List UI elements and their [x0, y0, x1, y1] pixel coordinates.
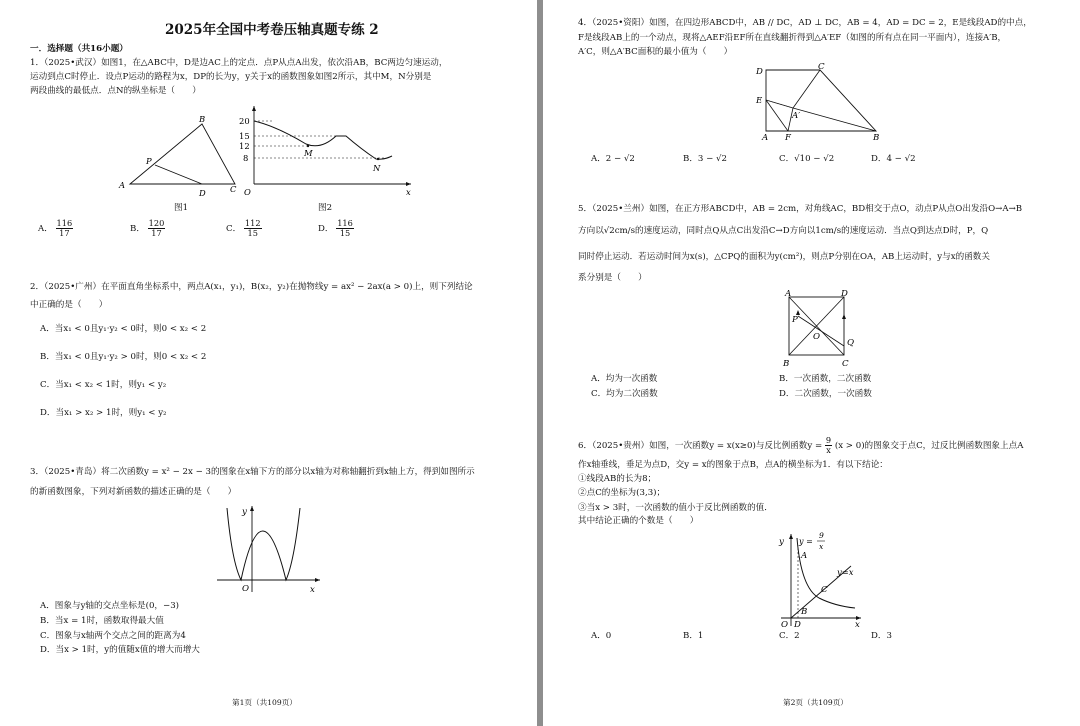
tick-15: 15: [239, 131, 250, 141]
q5-square-figure: [779, 288, 859, 370]
page-footer: 第1页（共109页）: [232, 698, 297, 707]
point-d-label: D: [841, 289, 848, 299]
q1-text-line2: 运动到点C时停止．设点P运动的路程为x，DP的长为y，y关于x的函数图象如图2所示，其中M，N分别是: [30, 72, 432, 82]
function-curve: [254, 121, 392, 159]
tick-20: 20: [239, 116, 250, 126]
segment-ef: [766, 100, 788, 131]
q2-option-c[interactable]: C．当x₁ < x₂ < 1时，则y₁ < y₂: [40, 380, 167, 390]
x-axis-arrow: [406, 182, 411, 186]
q3-graph: [212, 502, 324, 596]
q6-option-b[interactable]: B．1: [683, 631, 704, 641]
point-p-label: P: [792, 315, 798, 325]
arrow-q-up: [842, 314, 846, 319]
q6-option-a[interactable]: A．0: [591, 631, 612, 641]
x-axis-label: x: [855, 620, 860, 628]
point-a-label: A: [119, 180, 126, 190]
x-axis-label: x: [406, 187, 411, 197]
page-2: [543, 0, 1080, 726]
q3-option-d[interactable]: D．当x > 1时，y的值随x值的增大而增大: [40, 645, 200, 655]
q4-text-line3: A′C，则△A′BC面积的最小值为（ ）: [578, 47, 733, 57]
curve-label-num: 9: [819, 531, 824, 540]
point-d-label: D: [199, 188, 206, 198]
x-axis-arrow: [315, 578, 320, 582]
q3-option-b[interactable]: B．当x = 1时，函数取得最大值: [40, 616, 164, 626]
q5-option-c[interactable]: C．均为二次函数: [591, 389, 658, 399]
q1-option-c[interactable]: C． $\frac{112}{15}$: [226, 218, 261, 238]
point-c-label: C: [842, 359, 849, 369]
point-d-label: D: [794, 620, 801, 628]
q1-fig2-caption: 图2: [318, 203, 333, 213]
tick-12: 12: [239, 141, 250, 151]
q1-text-line1: 1．（2025•武汉）如图1，在△ABC中，D是边AC上的定点．点P从点A出发，依次沿AB，BC两边匀速运动，: [30, 58, 448, 68]
origin-label: O: [244, 187, 251, 197]
point-m-label: M: [304, 148, 313, 158]
point-b-label: B: [199, 114, 206, 124]
point-m: [307, 145, 309, 147]
q2-option-a[interactable]: A．当x₁ < 0且y₁·y₂ < 0时，则0 < x₂ < 2: [40, 324, 207, 334]
y-axis-arrow: [250, 506, 254, 511]
q6-question: 其中结论正确的个数是（ ）: [578, 516, 699, 526]
point-c-label: C: [818, 62, 825, 72]
curve-label-den: x: [819, 542, 824, 551]
q4-option-b[interactable]: B．3 − √2: [683, 154, 727, 164]
segment-a1b: [793, 108, 876, 131]
segment-pd: [155, 165, 202, 184]
q4-option-a[interactable]: A．2 − √2: [591, 154, 635, 164]
y-axis-arrow: [789, 534, 793, 539]
q6-item-1: ①线段AB的长为8；: [578, 474, 657, 484]
q6-item-3: ③当x > 3时，一次函数的值小于反比例函数的值．: [578, 503, 773, 513]
point-n-label: N: [373, 163, 381, 173]
page-title: 2025年全国中考卷压轴真题专练 2: [165, 22, 379, 38]
q2-text-line1: 2．（2025•广州）在平面直角坐标系中，两点A(x₁，y₁)，B(x₂，y₂)在抛物线y = ax² − 2ax(a > 0)上，则下列结论: [30, 282, 473, 292]
point-c-label: C: [821, 585, 828, 595]
q2-option-b[interactable]: B．当x₁ < 0且y₁·y₂ > 0时，则0 < x₂ < 2: [40, 352, 207, 362]
q1-text-line3: 两段曲线的最低点．点N的纵坐标是（ ）: [30, 86, 201, 96]
q2-text-line2: 中正确的是（ ）: [30, 300, 108, 310]
tick-8: 8: [243, 153, 249, 163]
line-label: y=x: [837, 567, 854, 577]
q4-text-line2: F是线段AB上的一个动点，现将△AEF沿EF所在直线翻折得到△A′EF（如图的所有点在同一平面内），连接A′B，: [578, 33, 1007, 43]
point-c-label: C: [230, 184, 237, 194]
q6-graph: [771, 528, 871, 628]
q5-option-d[interactable]: D．二次函数，一次函数: [779, 389, 872, 399]
q5-text-line3: 同时停止运动．若运动时间为x(s)，△CPQ的面积为y(cm²)，则点P分别在OA，AB上运动时，y与x的函数关: [578, 252, 990, 262]
y-axis-label: y: [779, 537, 784, 547]
q1-option-b[interactable]: B． $\frac{120}{17}$: [130, 218, 165, 238]
q1-option-a[interactable]: A． $\frac{116}{17}$: [38, 218, 73, 238]
quadrilateral-abcd: [766, 70, 876, 131]
point-d-label: D: [756, 67, 763, 77]
q5-option-a[interactable]: A．均为一次函数: [591, 374, 658, 384]
q6-item-2: ②点C的坐标为(3,3)；: [578, 488, 666, 498]
q6-option-d[interactable]: D．3: [871, 631, 892, 641]
point-n: [377, 158, 379, 160]
point-q-label: Q: [847, 338, 855, 348]
q1-figure2-graph: [236, 104, 416, 200]
q4-option-d[interactable]: D．4 − √2: [871, 154, 916, 164]
q1-figure1-triangle: [115, 114, 245, 202]
q6-text-line2: 作x轴垂线，垂足为点D，交y = x的图象于点B，点A的横坐标为1．有以下结论：: [578, 460, 888, 470]
point-b-label: B: [783, 359, 790, 369]
q6-text-line1: 6．（2025•贵州）如图，一次函数y = x(x≥0)与反比例函数y = $\frac{9}{x}$ (x > 0)的图象交于点C，过反比例函数图象上点A: [578, 435, 1024, 455]
q1-option-d[interactable]: D． $\frac{116}{15}$: [318, 218, 353, 238]
page-footer: 第2页（共109页）: [783, 698, 848, 707]
segment-a1c: [793, 70, 820, 108]
triangle-abc: [130, 124, 235, 184]
point-e-label: E: [756, 96, 763, 106]
q5-text-line4: 系分别是（ ）: [578, 273, 647, 283]
y-axis-arrow: [252, 106, 256, 111]
point-a-label: A: [762, 133, 769, 142]
point-a-prime-label: A′: [792, 111, 801, 121]
q3-option-a[interactable]: A．图象与y轴的交点坐标是(0，−3): [40, 601, 180, 611]
y-axis-label: y: [242, 507, 247, 517]
folded-parabola: [227, 508, 300, 580]
q3-option-c[interactable]: C．图象与x轴两个交点之间的距离为4: [40, 631, 186, 641]
page-1: [0, 0, 537, 726]
origin-label: O: [242, 584, 250, 594]
point-a-label: A: [785, 289, 792, 299]
point-b-label: B: [801, 607, 808, 617]
q1-fig1-caption: 图1: [174, 203, 189, 213]
x-axis-label: x: [310, 585, 315, 595]
q4-option-c[interactable]: C．√10 − √2: [779, 154, 835, 164]
origin-label: O: [781, 620, 789, 628]
point-f-label: F: [785, 133, 791, 142]
curve-label-prefix: y =: [799, 537, 813, 546]
point-a-label: A: [801, 551, 808, 561]
q3-text-line2: 的新函数图象，下列对新函数的描述正确的是（ ）: [30, 487, 237, 497]
q2-option-d[interactable]: D．当x₁ > x₂ > 1时，则y₁ < y₂: [40, 408, 167, 418]
q6-option-c[interactable]: C．2: [779, 631, 800, 641]
segment-pq: [798, 316, 844, 346]
q5-text-line1: 5．（2025•兰州）如图，在正方形ABCD中，AB = 2cm，对角线AC，BD相交于点O，动点P从点O出发沿O→A→B: [578, 204, 1023, 214]
point-p-label: P: [146, 156, 152, 166]
q5-option-b[interactable]: B．一次函数，二次函数: [779, 374, 872, 384]
point-o-label: O: [813, 332, 821, 342]
point-b-label: B: [873, 133, 880, 142]
q5-text-line2: 方向以√2cm/s的速度运动，同时点Q从点C出发沿C→D方向以1cm/s的速度运动．当点Q到达点D时，P，Q: [578, 226, 989, 236]
q4-figure: [748, 62, 888, 142]
q4-text-line1: 4．（2025•资阳）如图，在四边形ABCD中，AB // DC，AD ⊥ DC，AB = 4，AD = DC = 2，E是线段AD的中点，: [578, 18, 1032, 28]
q3-text-line1: 3．（2025•青岛）将二次函数y = x² − 2x − 3的图象在x轴下方的部分以x轴为对称轴翻折到x轴上方，得到如图所示: [30, 467, 475, 477]
section-heading: 一．选择题（共16小题）: [30, 44, 128, 54]
